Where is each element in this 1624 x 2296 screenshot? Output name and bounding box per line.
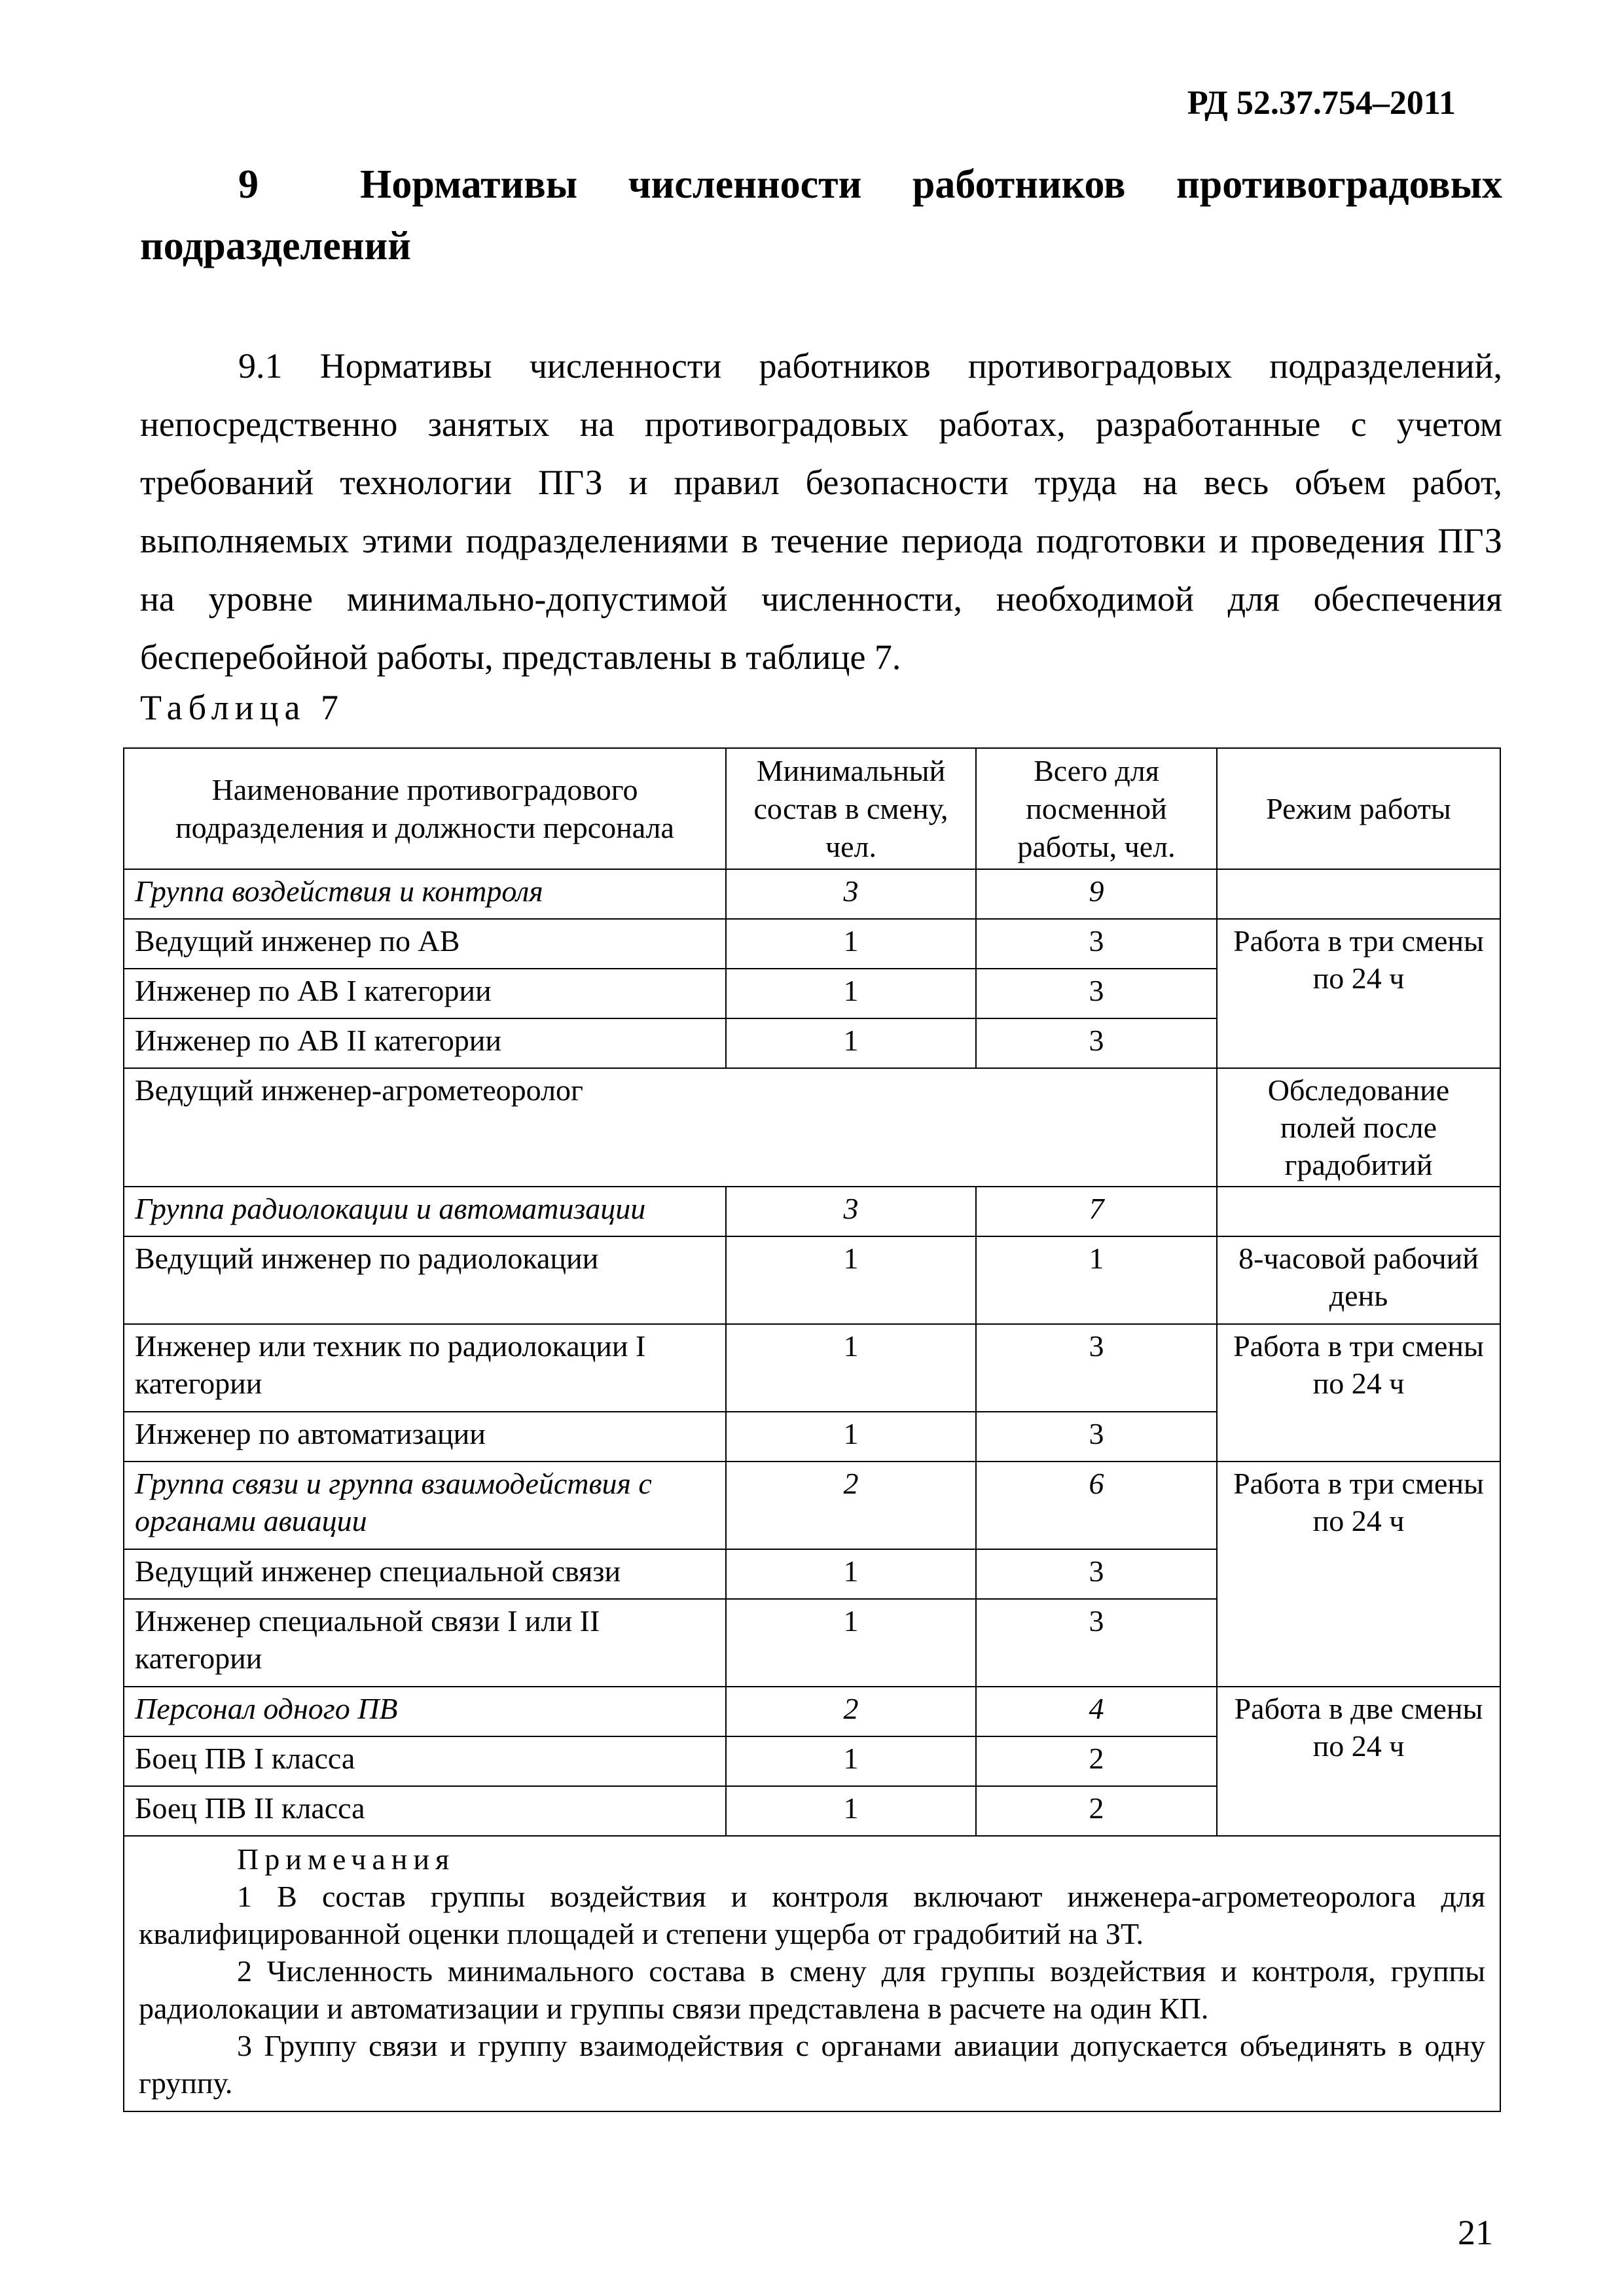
row-total: 9 [976, 869, 1217, 919]
table-row [124, 1324, 1500, 1412]
row-total: 3 [976, 1599, 1217, 1687]
notes-row [124, 1836, 1500, 2111]
row-name: Ведущий инженер-агрометеоролог [124, 1068, 1217, 1187]
table-row [124, 1687, 1500, 1736]
row-min: 1 [726, 1324, 976, 1412]
row-name: Ведущий инженер по АВ [124, 919, 726, 969]
header-total: Всего для посменной работы, чел. [976, 748, 1217, 869]
table-row [124, 1187, 1500, 1236]
table-row [124, 869, 1500, 919]
table-caption: Таблица 7 [140, 688, 344, 727]
row-total: 3 [976, 919, 1217, 969]
row-total: 3 [976, 1018, 1217, 1068]
row-total: 2 [976, 1786, 1217, 1836]
document-code: РД 52.37.754–2011 [1187, 84, 1456, 122]
row-total: 6 [976, 1462, 1217, 1549]
row-total: 3 [976, 1412, 1217, 1462]
row-total: 1 [976, 1236, 1217, 1324]
row-name: Инженер по АВ II категории [124, 1018, 726, 1068]
row-total: 3 [976, 969, 1217, 1018]
notes-cell [124, 1836, 1500, 2111]
row-name: Персонал одного ПВ [124, 1687, 726, 1736]
row-name: Боец ПВ II класса [124, 1786, 726, 1836]
note-1: 1 В состав группы воздействия и контроля включают инженера-агрометеоролога для квалифицированной оценки площадей и степени ущерба от градобитий на ЗТ. [139, 1880, 1485, 1950]
row-min: 1 [726, 1736, 976, 1786]
row-name: Боец ПВ I класса [124, 1736, 726, 1786]
row-mode: 8-часовой рабочий день [1217, 1236, 1500, 1324]
row-name: Ведущий инженер по радиолокации [124, 1236, 726, 1324]
row-mode: Работа в три смены по 24 ч [1217, 1324, 1500, 1462]
table-row [124, 1068, 1500, 1187]
row-min: 2 [726, 1462, 976, 1549]
note-2: 2 Численность минимального состава в смену для группы воздействия и контроля, группы радиолокации и автоматизации и группы связи представлена в расчете на один КП. [139, 1954, 1485, 2025]
row-name: Группа воздействия и контроля [124, 869, 726, 919]
row-min: 1 [726, 919, 976, 969]
row-min: 2 [726, 1687, 976, 1736]
section-title-text: Нормативы численности работников противоградовых подразделений [140, 162, 1503, 268]
staffing-table [123, 747, 1501, 2112]
row-name: Группа радиолокации и автоматизации [124, 1187, 726, 1236]
row-min: 1 [726, 969, 976, 1018]
row-mode: Работа в три смены по 24 ч [1217, 1462, 1500, 1687]
row-mode [1217, 869, 1500, 919]
row-min: 1 [726, 1236, 976, 1324]
table-row [124, 1462, 1500, 1549]
header-min-per-shift: Минимальный состав в смену, чел. [726, 748, 976, 869]
row-min: 1 [726, 1599, 976, 1687]
row-mode: Обследование полей после градобитий [1217, 1068, 1500, 1187]
row-min: 3 [726, 1187, 976, 1236]
page-number: 21 [1458, 2213, 1493, 2252]
row-min: 3 [726, 869, 976, 919]
row-total: 3 [976, 1324, 1217, 1412]
header-name: Наименование противоградового подразделения и должности персонала [124, 748, 726, 869]
row-total: 3 [976, 1549, 1217, 1599]
row-total: 2 [976, 1736, 1217, 1786]
row-total: 4 [976, 1687, 1217, 1736]
note-3: 3 Группу связи и группу взаимодействия с органами авиации допускается объединять в одну группу. [139, 2029, 1485, 2100]
row-mode: Работа в три смены по 24 ч [1217, 919, 1500, 1068]
row-min: 1 [726, 1018, 976, 1068]
paragraph-9-1: 9.1 Нормативы численности работников противоградовых подразделений, непосредственно занятых на противоградовых работах, разработанные с учетом требований технологии ПГЗ и правил безопасности труда на весь объем работ, выполняемых этими подразделениями в течение периода подготовки и проведения ПГЗ на уровне минимально-допустимой численности, необходимой для обеспечения бесперебойной работы, представлены в таблице 7. [140, 346, 1502, 677]
row-name: Инженер специальной связи I или II категории [124, 1599, 726, 1687]
row-name: Ведущий инженер специальной связи [124, 1549, 726, 1599]
row-total: 7 [976, 1187, 1217, 1236]
row-name: Группа связи и группа взаимодействия с органами авиации [124, 1462, 726, 1549]
section-title [140, 154, 1502, 277]
row-mode: Работа в две смены по 24 ч [1217, 1687, 1500, 1836]
row-min: 1 [726, 1549, 976, 1599]
notes-title: Примечания [237, 1842, 456, 1876]
table-header-row [124, 748, 1500, 869]
row-name: Инженер по автоматизации [124, 1412, 726, 1462]
table-row [124, 919, 1500, 969]
row-min: 1 [726, 1786, 976, 1836]
header-work-mode: Режим работы [1217, 748, 1500, 869]
section-number: 9 [238, 162, 259, 207]
row-min: 1 [726, 1412, 976, 1462]
row-name: Инженер по АВ I категории [124, 969, 726, 1018]
table-row [124, 1236, 1500, 1324]
row-name: Инженер или техник по радиолокации I категории [124, 1324, 726, 1412]
row-mode [1217, 1187, 1500, 1236]
